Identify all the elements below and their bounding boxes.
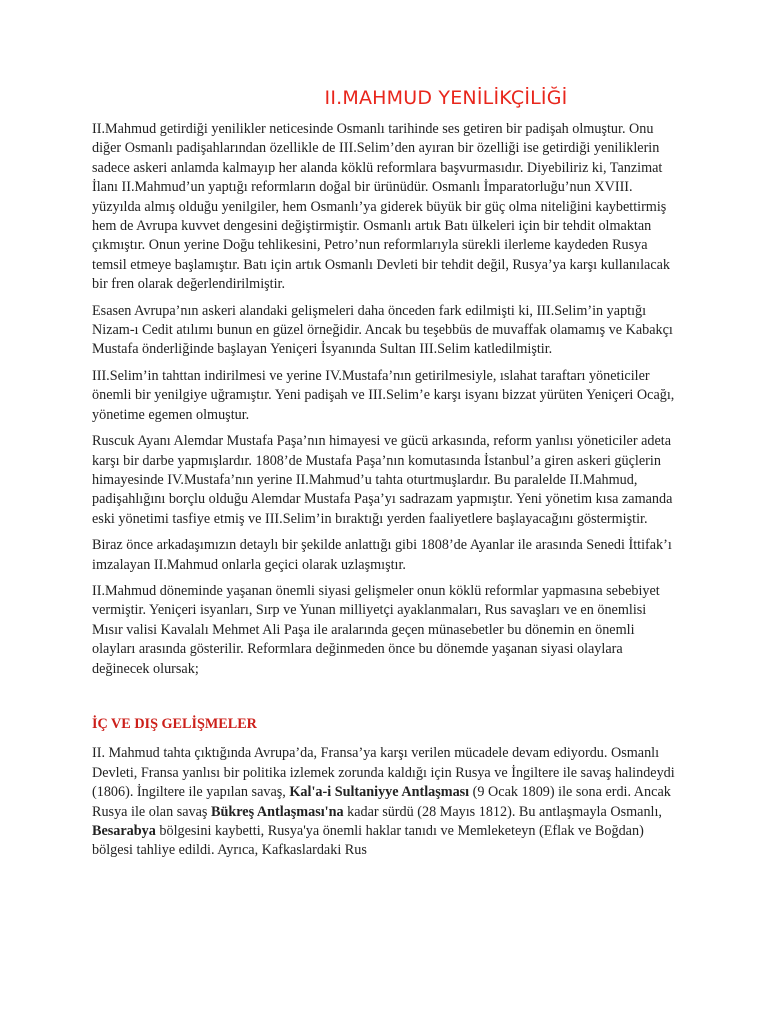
paragraph-3: III.Selim’in tahttan indirilmesi ve yerine IV.Mustafa’nın getirilmesiyle, ıslahat taraftarı yöneticiler önemli bir yenilgiye uğramıştır. Yeni padişah ve III.Selim’e karşı isyanı bizzat yürüten Yeniçeri Ocağı, yönetime egemen olmuştur. bbox=[92, 367, 675, 423]
paragraph-1: II.Mahmud getirdiği yenilikler neticesinde Osmanlı tarihinde ses getiren bir padişah olmuştur. Onu diğer Osmanlı padişahlarından özellikle de III.Selim’den ayıran bir özelliği ise getirdiği yeniliklerin sadece askeri anlamda kalmayıp her alanda köklü reformlara başvurmasıdır. Diyebiliriz ki, Tanzimat İlanı II.Mahmud’un yaptığı reformların doğal bir ürünüdür. Osmanlı İmparatorluğu’nun XVIII. yüzyılda almış olduğu yenilgiler, hem Osmanlı’ya giderek büyük bir güç olma niteliğini kaybettirmiş hem de Avrupa kuvvet dengesini değiştirmiştir. Osmanlı artık Batı ülkeleri için bir tehdit olmaktan çıkmıştır. Onun yerine Doğu tehlikesini, Petro’nun reformlarıyla sürekli ilerleme kaydeden Rusya temsil etmeye başlamıştır. Batı için artık Osmanlı Devleti bir tehdit değil, Rusya’ya karşı kullanılacak bir fren olarak değerlendirilmiştir. bbox=[92, 121, 671, 293]
paragraph-7 bbox=[92, 744, 676, 860]
region-besarabya: Besarabya bbox=[92, 823, 156, 839]
document-page bbox=[92, 86, 676, 868]
treaty-bukres: Bükreş Antlaşması'na bbox=[211, 803, 344, 820]
paragraph-4: Ruscuk Ayanı Alemdar Mustafa Paşa’nın himayesi ve gücü arkasında, reform yanlısı yöneticiler adeta karşı bir darbe yapmışlardır. 1808’de Mustafa Paşa’nın komutasında İstanbul’a giren askeri güçlerin himayesinde IV.Mustafa’nın yerine II.Mahmud’u tahta oturtmuşlardır. Bu paralelde II.Mahmud, padişahlığını borçlu olduğu Alemdar Mustafa Paşa’yı sadrazam yapmıştır. Yeni yönetim kısa zamanda eski yönetimi tasfiye etmiş ve III.Selim’in bıraktığı yerden faaliyetlere başlayacağını göstermiştir. bbox=[92, 433, 673, 527]
paragraph-5: Biraz önce arkadaşımızın detaylı bir şekilde anlattığı gibi 1808’de Ayanlar ile arasında Senedi İttifak’ı imzalayan II.Mahmud onlarla geçici olarak uzlaşmıştır. bbox=[92, 537, 672, 573]
paragraph-7-text-3: kadar sürdü (28 Mayıs 1812). Bu antlaşmayla Osmanlı, bbox=[343, 803, 662, 820]
paragraph-7-text-2: (9 Ocak 1809) ile sona erdi. Ancak Rusya ile olan savaş bbox=[92, 784, 671, 820]
paragraph-6: II.Mahmud döneminde yaşanan önemli siyasi gelişmeler onun köklü reformlar yapmasına sebebiyet vermiştir. Yeniçeri isyanları, Sırp ve Yunan milliyetçi ayaklanmaları, Rus savaşları ve en önemlisi Mısır valisi Kavalalı Mehmet Ali Paşa ile aralarında geçen münasebetler bu dönemin en önemli olayları arasında gösterilir. Reformlara değinmeden önce bu dönemde yaşanan siyasi olaylara değinecek olursak; bbox=[92, 582, 660, 677]
section-heading: İÇ VE DIŞ GELİŞMELER bbox=[92, 715, 257, 732]
paragraph-7-text-1: II. Mahmud tahta çıktığında Avrupa’da, Fransa’ya karşı verilen mücadele devam ediyordu. Osmanlı Devleti, Fransa yanlısı bir politika izlemek zorunda kaldığı için Rusya ve İngiltere ile savaş halindeydi (1806). İngiltere ile yapılan savaş, bbox=[92, 745, 675, 801]
paragraph-7-text-4: bölgesini kaybetti, Rusya'ya önemli haklar tanıdı ve Memleketeyn (Eflak ve Boğdan) bölgesi tahliye edildi. Ayrıca, Kafkaslardaki Rus bbox=[92, 823, 644, 859]
document-title: II.MAHMUD YENİLİKÇİLİĞİ bbox=[324, 87, 568, 109]
treaty-kalai-sultaniyye: Kal'a-i Sultaniyye Antlaşması bbox=[289, 784, 470, 801]
paragraph-2: Esasen Avrupa’nın askeri alandaki gelişmeleri daha önceden fark edilmişti ki, III.Selim’in yaptığı Nizam-ı Cedit atılımı bunun en güzel örneğidir. Ancak bu teşebbüs de muvaffak olamamış ve Kabakçı Mustafa önderliğinde başlayan Yeniçeri İsyanında Sultan III.Selim katledilmiştir. bbox=[92, 302, 673, 358]
